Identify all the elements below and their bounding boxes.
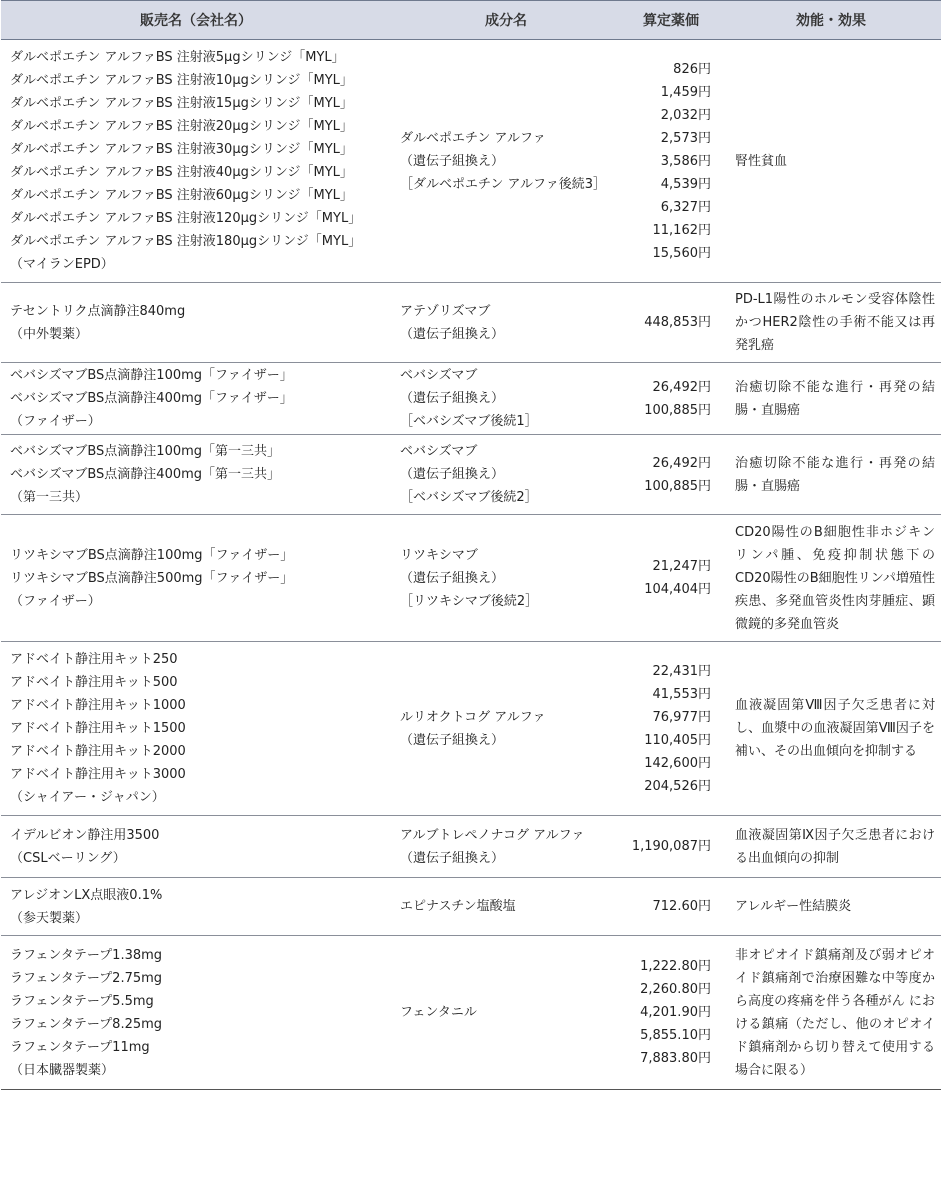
product-name-line: （ファイザー） <box>10 414 101 429</box>
product-name-line: ダルベポエチン アルファBS 注射液15μgシリンジ「MYL」 <box>10 96 353 111</box>
product-name-line: （シャイアー・ジャパン） <box>10 790 165 805</box>
product-name-line: ベバシズマブBS点滴静注400mg「第一三共」 <box>10 467 281 482</box>
product-name-line: アドベイト静注用キット2000 <box>10 744 186 759</box>
ingredient-cell <box>391 642 621 816</box>
product-name-line: アレジオンLX点眼液0.1% <box>10 887 163 903</box>
table-row <box>1 515 941 642</box>
product-name-line: テセントリク点滴静注840mg <box>10 303 186 319</box>
effect-text: 治癒切除不能な進行・再発の結腸・直腸癌 <box>735 455 935 494</box>
product-name-line: ラフェンタテープ1.38mg <box>10 947 163 963</box>
product-name-line: イデルビオン静注用3500 <box>10 827 160 843</box>
product-name-line: （日本臓器製薬） <box>10 1062 115 1078</box>
ingredient-cell <box>391 878 621 936</box>
product-name-line: アドベイト静注用キット500 <box>10 675 178 690</box>
table-row <box>1 878 941 936</box>
price-value: 1,190,087円 <box>631 839 711 854</box>
product-name-cell <box>1 40 391 283</box>
price-value: 21,247円 <box>652 559 711 574</box>
price-value: 15,560円 <box>652 245 711 261</box>
price-value: 712.60円 <box>652 899 711 914</box>
product-name-line: ベバシズマブBS点滴静注100mg「ファイザー」 <box>10 368 293 383</box>
price-cell <box>621 40 721 283</box>
price-cell <box>621 283 721 363</box>
table-row <box>1 283 941 363</box>
price-cell <box>621 515 721 642</box>
ingredient-cell <box>391 515 621 642</box>
product-name-line: （第一三共） <box>10 490 89 505</box>
product-name-line: （参天製薬） <box>10 910 89 926</box>
product-name-line: アドベイト静注用キット250 <box>10 652 178 667</box>
ingredient-cell <box>391 816 621 878</box>
price-value: 5,855.10円 <box>640 1028 711 1043</box>
price-value: 100,885円 <box>644 478 711 494</box>
ingredient-cell <box>391 435 621 515</box>
product-name-line: ダルベポエチン アルファBS 注射液120μgシリンジ「MYL」 <box>10 211 362 226</box>
effect-cell <box>721 435 941 515</box>
price-value: 100,885円 <box>644 402 711 418</box>
product-name-line: （ファイザー） <box>10 593 101 609</box>
product-name-cell <box>1 936 391 1090</box>
product-name-cell <box>1 435 391 515</box>
product-name-line: ベバシズマブBS点滴静注100mg「第一三共」 <box>10 444 281 459</box>
ingredient-cell <box>391 40 621 283</box>
header-ingredient: 成分名 <box>391 1 621 40</box>
effect-cell <box>721 515 941 642</box>
header-price: 算定薬価 <box>621 1 721 40</box>
price-value: 826円 <box>673 61 711 77</box>
product-name-line: リツキシマブBS点滴静注500mg「ファイザー」 <box>10 570 294 586</box>
price-value: 76,977円 <box>652 709 711 725</box>
price-cell <box>621 878 721 936</box>
price-value: 448,853円 <box>644 315 711 330</box>
ingredient-line: アテゾリズマブ <box>400 303 491 319</box>
price-cell <box>621 363 721 435</box>
product-name-line: ダルベポエチン アルファBS 注射液40μgシリンジ「MYL」 <box>10 165 353 180</box>
ingredient-line: アルブトレペノナコグ アルファ <box>400 827 585 843</box>
effect-text: 治癒切除不能な進行・再発の結腸・直腸癌 <box>735 379 935 418</box>
effect-cell <box>721 40 941 283</box>
product-name-cell <box>1 363 391 435</box>
ingredient-line: （遺伝子組換え） <box>400 467 505 482</box>
effect-cell <box>721 642 941 816</box>
product-name-line: ダルベポエチン アルファBS 注射液10μgシリンジ「MYL」 <box>10 73 353 88</box>
table-header-row <box>1 1 941 40</box>
ingredient-line: （遺伝子組換え） <box>400 391 505 406</box>
price-value: 2,260.80円 <box>640 982 711 997</box>
product-name-line: （マイランEPD） <box>10 257 114 272</box>
price-value: 204,526円 <box>644 778 711 794</box>
effect-cell <box>721 363 941 435</box>
price-value: 1,459円 <box>660 84 711 100</box>
price-cell <box>621 642 721 816</box>
product-name-line: ダルベポエチン アルファBS 注射液180μgシリンジ「MYL」 <box>10 234 362 249</box>
drug-price-table <box>1 0 941 1090</box>
price-value: 11,162円 <box>652 222 711 238</box>
table-row <box>1 936 941 1090</box>
product-name-line: （CSLベーリング） <box>10 850 126 866</box>
ingredient-line: ベバシズマブ <box>400 368 478 383</box>
ingredient-line: ［ダルベポエチン アルファ後続3］ <box>400 176 606 192</box>
table-row <box>1 642 941 816</box>
ingredient-line: （遺伝子組換え） <box>400 570 505 586</box>
product-name-line: アドベイト静注用キット1500 <box>10 721 186 736</box>
table-row <box>1 363 941 435</box>
product-name-line: ラフェンタテープ2.75mg <box>10 970 163 986</box>
product-name-line: ダルベポエチン アルファBS 注射液20μgシリンジ「MYL」 <box>10 119 353 134</box>
ingredient-cell <box>391 283 621 363</box>
product-name-cell <box>1 878 391 936</box>
effect-cell <box>721 936 941 1090</box>
price-value: 2,573円 <box>660 130 711 146</box>
ingredient-line: ［リツキシマブ後続2］ <box>400 593 539 609</box>
ingredient-line: ベバシズマブ <box>400 444 478 459</box>
effect-text: CD20陽性のB細胞性非ホジキンリンパ腫、免疫抑制状態下のCD20陽性のB細胞性リンパ増殖性疾患、多発血管炎性肉芽腫症、顕微鏡的多発血管炎 <box>735 524 935 632</box>
price-cell <box>621 936 721 1090</box>
price-value: 7,883.80円 <box>640 1051 711 1066</box>
ingredient-line: ［ベバシズマブ後続2］ <box>400 490 538 505</box>
table-row <box>1 816 941 878</box>
product-name-cell <box>1 283 391 363</box>
ingredient-line: ルリオクトコグ アルファ <box>400 709 546 725</box>
price-value: 2,032円 <box>660 107 711 123</box>
effect-text: PD-L1陽性のホルモン受容体陰性かつHER2陰性の手術不能又は再発乳癌 <box>735 292 935 353</box>
table-row <box>1 40 941 283</box>
ingredient-line: （遺伝子組換え） <box>400 326 505 342</box>
product-name-line: ダルベポエチン アルファBS 注射液30μgシリンジ「MYL」 <box>10 142 353 157</box>
price-value: 26,492円 <box>652 455 711 471</box>
ingredient-line: ［ベバシズマブ後続1］ <box>400 414 538 429</box>
product-name-line: ダルベポエチン アルファBS 注射液60μgシリンジ「MYL」 <box>10 188 353 203</box>
product-name-line: リツキシマブBS点滴静注100mg「ファイザー」 <box>10 547 294 563</box>
price-value: 3,586円 <box>660 153 711 169</box>
price-value: 142,600円 <box>644 755 711 771</box>
price-value: 110,405円 <box>644 732 711 748</box>
price-value: 1,222.80円 <box>640 959 711 974</box>
product-name-cell <box>1 515 391 642</box>
ingredient-line: （遺伝子組換え） <box>400 732 505 748</box>
table-row <box>1 435 941 515</box>
product-name-line: ベバシズマブBS点滴静注400mg「ファイザー」 <box>10 391 293 406</box>
ingredient-cell <box>391 363 621 435</box>
price-cell <box>621 435 721 515</box>
price-value: 104,404円 <box>644 582 711 597</box>
product-name-line: （中外製薬） <box>10 326 89 342</box>
ingredient-line: （遺伝子組換え） <box>400 850 505 866</box>
product-name-line: アドベイト静注用キット3000 <box>10 767 186 782</box>
price-value: 6,327円 <box>660 199 711 215</box>
ingredient-line: （遺伝子組換え） <box>400 153 505 169</box>
product-name-line: アドベイト静注用キット1000 <box>10 698 186 713</box>
ingredient-line: ダルベポエチン アルファ <box>400 130 546 146</box>
price-value: 22,431円 <box>652 663 711 679</box>
product-name-line: ラフェンタテープ8.25mg <box>10 1016 163 1032</box>
product-name-line: ラフェンタテープ5.5mg <box>10 993 154 1009</box>
product-name-line: ダルベポエチン アルファBS 注射液5μgシリンジ「MYL」 <box>10 50 345 65</box>
effect-text: 血液凝固第Ⅷ因子欠乏患者に対し、血漿中の血液凝固第Ⅷ因子を補い、その出血傾向を抑制する <box>735 698 935 759</box>
effect-cell <box>721 816 941 878</box>
product-name-line: ラフェンタテープ11mg <box>10 1039 150 1055</box>
ingredient-line: エピナスチン塩酸塩 <box>400 899 516 914</box>
product-name-cell <box>1 816 391 878</box>
price-value: 41,553円 <box>652 686 711 702</box>
effect-text: アレルギー性結膜炎 <box>735 899 852 914</box>
product-name-cell <box>1 642 391 816</box>
header-effect: 効能・効果 <box>721 1 941 40</box>
effect-cell <box>721 283 941 363</box>
ingredient-line: リツキシマブ <box>400 547 478 563</box>
effect-cell <box>721 878 941 936</box>
price-cell <box>621 816 721 878</box>
ingredient-line: フェンタニル <box>400 1005 477 1020</box>
effect-text: 腎性貧血 <box>735 153 788 169</box>
effect-text: 非オピオイド鎮痛剤及び弱オピオイド鎮痛剤で治療困難な中等度から高度の疼痛を伴う各種がん における鎮痛（ただし、他のオピオイド鎮痛剤から切り替えて使用する場合に限る） <box>735 947 935 1078</box>
price-value: 26,492円 <box>652 379 711 395</box>
ingredient-cell <box>391 936 621 1090</box>
price-value: 4,201.90円 <box>640 1005 711 1020</box>
header-product-name: 販売名（会社名） <box>1 1 391 40</box>
price-value: 4,539円 <box>660 176 711 192</box>
effect-text: 血液凝固第Ⅸ因子欠乏患者における出血傾向の抑制 <box>735 827 935 866</box>
